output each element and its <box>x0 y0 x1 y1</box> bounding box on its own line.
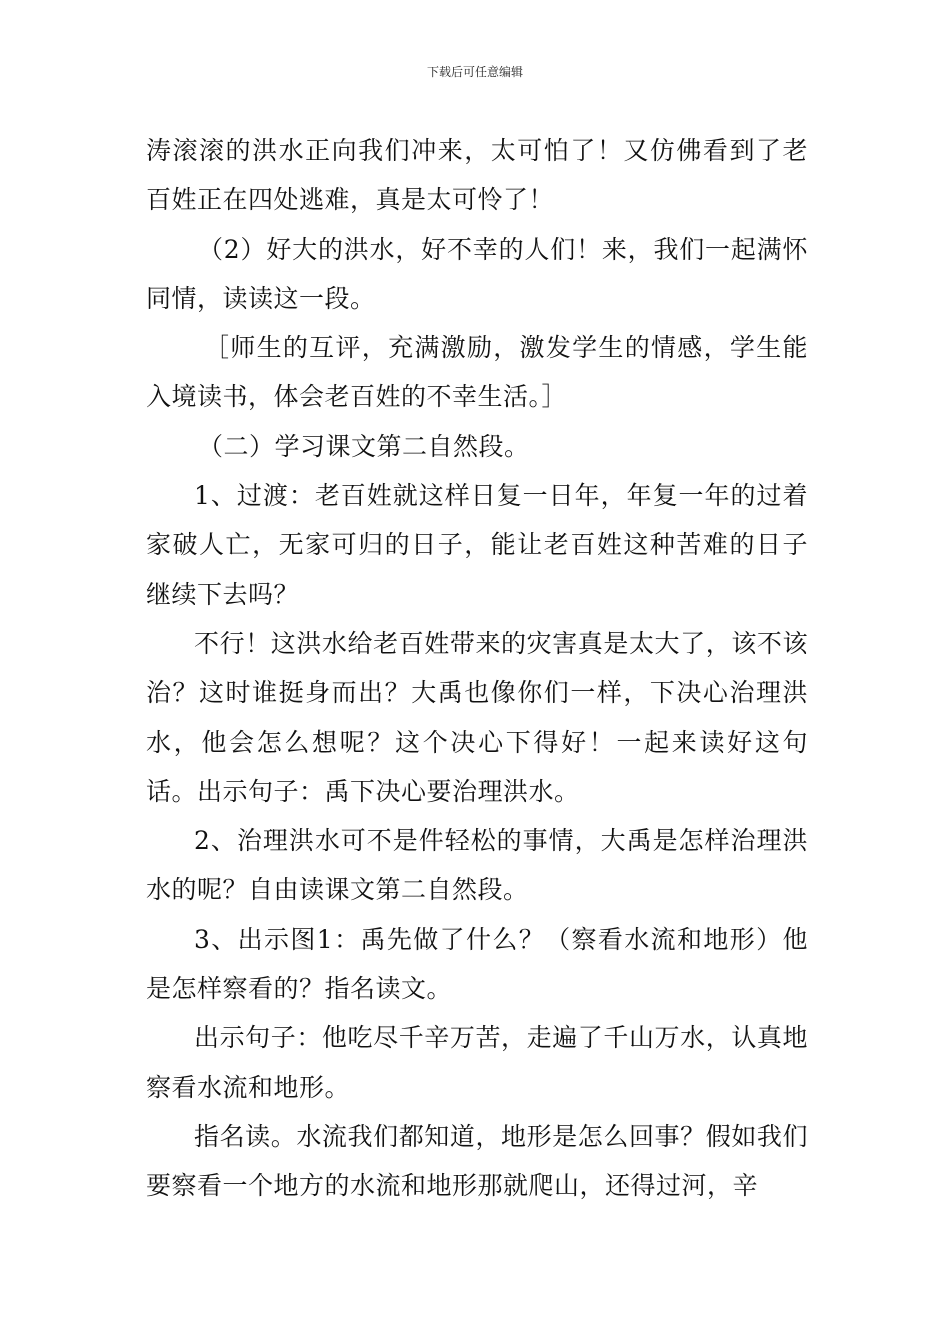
paragraph-7: 2、治理洪水可不是件轻松的事情，大禹是怎样治理洪水的呢？自由读课文第二自然段。 <box>146 826 808 905</box>
page-header: 下载后可任意编辑 <box>426 65 523 79</box>
paragraph-2: （2）好大的洪水，好不幸的人们！来，我们一起满怀同情，读读这一段。 <box>146 234 808 313</box>
paragraph-4: （二）学习课文第二自然段。 <box>198 431 530 461</box>
paragraph-8: 3、出示图1：禹先做了什么？（察看水流和地形）他是怎样察看的？指名读文。 <box>146 924 808 1004</box>
paragraph-1: 涛滚滚的洪水正向我们冲来，太可怕了！又仿佛看到了老百姓正在四处逃难，真是太可怜了！ <box>146 136 808 215</box>
paragraph-5: 1、过渡：老百姓就这样日复一日年，年复一年的过着家破人亡，无家可归的日子，能让老百姓这种苦难的日子继续下去吗？ <box>146 481 808 609</box>
paragraph-9: 出示句子：他吃尽千辛万苦，走遍了千山万水，认真地察看水流和地形。 <box>146 1023 808 1102</box>
document-body <box>146 126 808 1211</box>
paragraph-3: ［师生的互评，充满激励，激发学生的情感，学生能入境读书，体会老百姓的不幸生活。］ <box>146 333 808 412</box>
paragraph-10: 指名读。水流我们都知道，地形是怎么回事？假如我们要察看一个地方的水流和地形那就爬山，还得过河，辛 <box>146 1121 808 1201</box>
paragraph-6: 不行！这洪水给老百姓带来的灾害真是太大了，该不该治？这时谁挺身而出？大禹也像你们一样，下决心治理洪水，他会怎么想呢？这个决心下得好！一起来读好这句话。出示句子：禹下决心要治理洪水。 <box>146 628 808 806</box>
